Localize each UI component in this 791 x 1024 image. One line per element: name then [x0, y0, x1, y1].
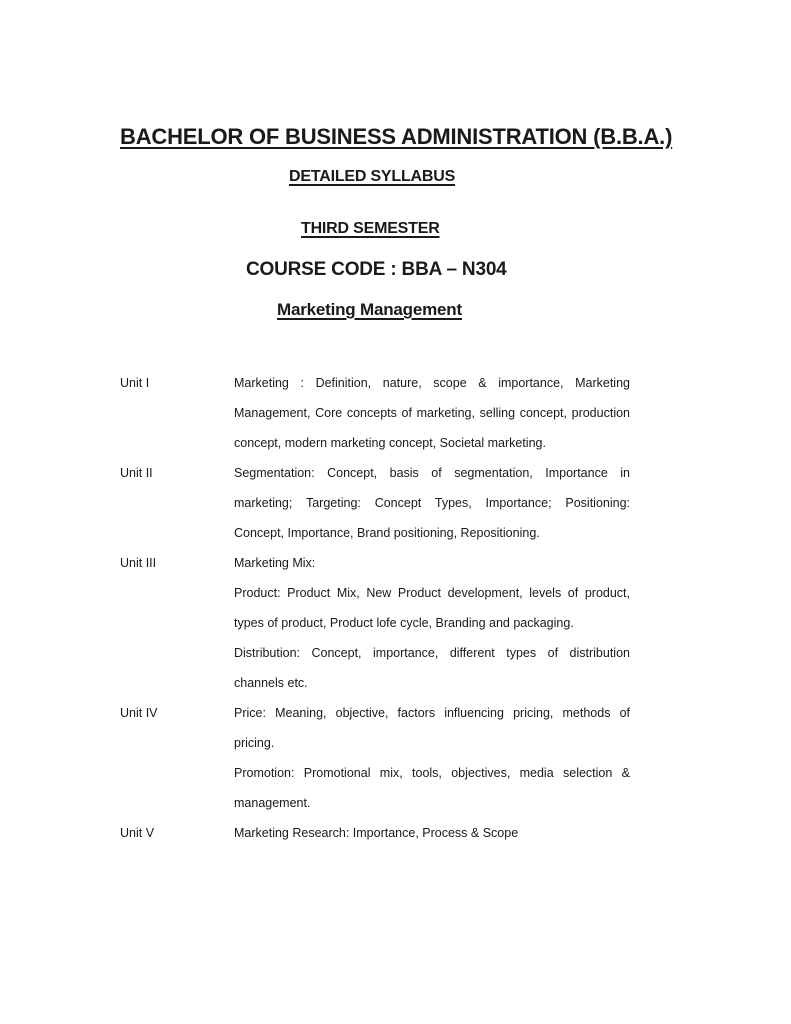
unit-paragraph: Price: Meaning, objective, factors influencing pricing, methods of pricing. — [234, 706, 630, 750]
unit-label: Unit V — [120, 826, 155, 840]
unit-row — [120, 818, 630, 848]
unit-content — [234, 548, 630, 698]
course-code-heading: COURSE CODE : BBA – N304 — [246, 259, 507, 280]
unit-paragraph: Distribution: Concept, importance, different types of distribution channels etc. — [234, 646, 630, 690]
unit-row — [120, 458, 630, 548]
unit-content — [234, 368, 630, 458]
unit-paragraph: Promotion: Promotional mix, tools, objectives, media selection & management. — [234, 766, 630, 810]
unit-row — [120, 548, 630, 698]
unit-label: Unit IV — [120, 706, 158, 720]
unit-paragraph: Marketing Research: Importance, Process & Scope — [234, 826, 519, 840]
unit-content — [234, 458, 630, 548]
document-subtitle: DETAILED SYLLABUS — [289, 168, 456, 185]
subject-heading: Marketing Management — [277, 300, 462, 319]
unit-label: Unit III — [120, 556, 157, 570]
unit-content — [234, 698, 630, 818]
units-list — [120, 368, 630, 848]
unit-paragraph: Product: Product Mix, New Product development, levels of product, types of product, Product lofe cycle, Branding and packaging. — [234, 586, 630, 630]
unit-content — [234, 818, 630, 848]
unit-label: Unit II — [120, 466, 153, 480]
unit-paragraph: Segmentation: Concept, basis of segmentation, Importance in marketing; Targeting: Concept Types, Importance; Positioning: Concept, Importance, Brand positioning, Repositioning. — [234, 466, 630, 540]
unit-row — [120, 698, 630, 818]
semester-heading: THIRD SEMESTER — [301, 220, 440, 237]
unit-row — [120, 368, 630, 458]
unit-paragraph: Marketing Mix: — [234, 556, 316, 570]
unit-paragraph: Marketing : Definition, nature, scope & importance, Marketing Management, Core concepts of marketing, selling concept, production concept, modern marketing concept, Societal marketing. — [234, 376, 630, 450]
document-title: BACHELOR OF BUSINESS ADMINISTRATION (B.B.A.) — [120, 124, 673, 149]
unit-label: Unit I — [120, 376, 150, 390]
